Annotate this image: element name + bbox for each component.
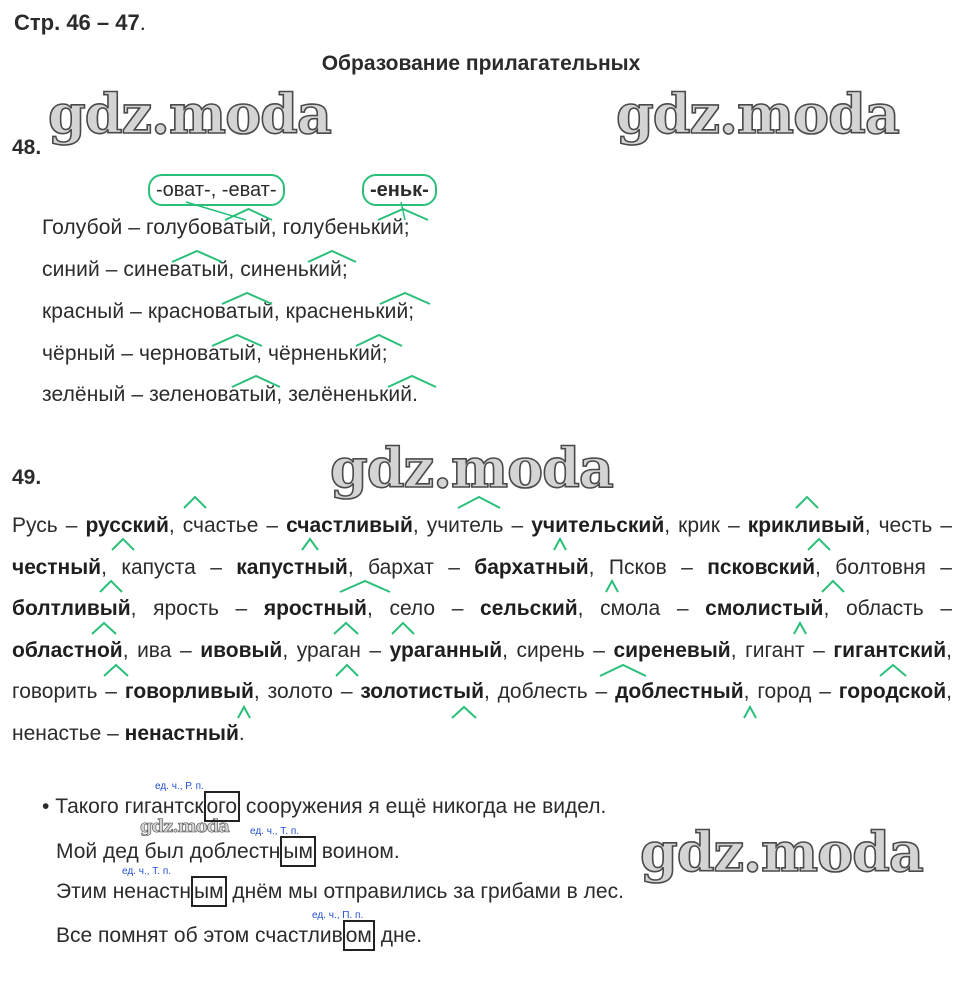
suffix-arc [112, 539, 134, 550]
watermark: gdz.moda [48, 82, 331, 146]
base-word: золото [267, 680, 333, 703]
sentence-text: Мой дед был доблестн [56, 840, 281, 863]
grammar-note: ед. ч., Р. п. [155, 781, 204, 792]
watermark: gdz.moda [140, 816, 229, 837]
suffix-arc [92, 623, 116, 634]
sentence-text: сооружения я ещё никогда не видел. [240, 795, 607, 818]
bubble-connector [401, 202, 405, 220]
grammar-note: ед. ч., П. п. [312, 910, 364, 921]
bubble-connector [186, 202, 246, 220]
derived-adjective: бархатный [474, 555, 589, 579]
derived-adjective: болтливый [12, 597, 131, 620]
base-word: Псков [608, 555, 667, 579]
derived-adjective: сиреневый [613, 638, 731, 662]
suffix-arc [796, 497, 818, 508]
derived-adjective: псковский [707, 555, 816, 579]
ending-box: ого [204, 791, 241, 822]
suffix-bubble-ovat: -оват-, -еват- [148, 174, 285, 206]
sentence-text: днём мы отправились за грибами в лес. [226, 880, 624, 903]
page-range: Стр. 46 – 47 [14, 10, 140, 35]
suffix-arc [302, 539, 318, 550]
ex48-line: синий – синеватый, синенький; [42, 258, 348, 281]
derived-adjective: русский [85, 514, 169, 537]
grammar-note: ед. ч., Т. п. [250, 826, 300, 837]
derived-adjective: областной [12, 638, 123, 662]
suffix-arc [232, 376, 280, 387]
suffix-arc [212, 335, 262, 346]
sentence-text: Все помнят об этом счастлив [56, 924, 343, 947]
suffix-arc [100, 581, 122, 592]
derived-adjective: ненастный [124, 721, 239, 745]
base-word: ива [137, 638, 172, 662]
base-word: сирень [516, 638, 585, 662]
section-title: Образование прилагательных [321, 52, 641, 75]
base-word: город [757, 680, 812, 703]
suffix-arc [744, 707, 756, 718]
derived-adjective: ивовый [200, 638, 283, 662]
derived-adjective: золотистый [360, 680, 484, 703]
ending-box: ым [191, 876, 227, 907]
ex48-line: красный – красноватый, красненький; [42, 300, 415, 323]
suffix-arc [225, 209, 272, 220]
suffix-arc [238, 707, 250, 718]
derived-adjective: смолистый [705, 597, 824, 620]
derived-adjective: говорливый [124, 680, 254, 703]
watermark: gdz.moda [330, 436, 613, 500]
suffix-arc [880, 665, 906, 676]
base-word: область [845, 597, 924, 620]
watermark: gdz.moda [616, 82, 899, 146]
sentence-text: Такого гигантск [55, 795, 204, 818]
sentence-text: Этим ненастн [56, 880, 191, 903]
ex49-paragraph: Русь – русский, счастье – счастливый, учитель – учительский, крик – крикливый, честь – честный, капуста – капустный, бархат – бархатный, Псков – псковский, болтовня – болтливый, ярость – яростный, село – сельский, смола – смолистый, область – областной, ива – ивовый, ураган – ураганный, сирень – сиреневый, гигант – гигантский, говорить – говорливый, золото – золотистый, доблесть – доблестный, город – городской, ненастье – ненастный. [12, 514, 953, 745]
suffix-arc [380, 293, 430, 304]
suffix-arc [452, 707, 476, 718]
sentence-text: дне. [374, 924, 423, 947]
derived-adjective: честный [12, 555, 102, 579]
suffix-arc [554, 539, 566, 550]
suffix-arc [458, 497, 500, 508]
suffix-arc [308, 251, 356, 262]
derived-adjective: капустный [236, 555, 348, 579]
suffix-arc [356, 335, 402, 346]
base-word: ярость [153, 597, 219, 620]
ending-box: ом [343, 920, 375, 951]
suffix-arc [392, 623, 414, 634]
base-word: гигант [745, 638, 805, 662]
ending-box: ым [280, 836, 316, 867]
suffix-arc [334, 623, 358, 634]
base-word: село [389, 597, 436, 620]
suffix-arc [794, 623, 806, 634]
page-range-dot: . [139, 10, 146, 35]
ex48-line: зелёный – зеленоватый, зелёненький. [42, 383, 419, 406]
exercise-49-number: 49. [12, 466, 42, 489]
suffix-arc [172, 251, 222, 262]
base-word: бархат [368, 555, 434, 579]
watermark: gdz.moda [640, 820, 923, 884]
suffix-bubble-enk: -еньк- [362, 174, 437, 206]
derived-adjective: яростный [263, 597, 367, 620]
ex48-line: чёрный – черноватый, чёрненький; [42, 342, 388, 365]
base-word: смола [600, 597, 661, 620]
derived-adjective: счастливый [286, 514, 413, 537]
base-word: крик [678, 514, 720, 537]
suffix-arc [388, 376, 436, 387]
suffix-arc [822, 581, 844, 592]
base-word: учитель [426, 514, 504, 537]
suffix-arc [104, 665, 128, 676]
sentence-text: воином. [315, 840, 400, 863]
ex48-line: Голубой – голубоватый, голубенький; [42, 216, 410, 239]
base-word: ураган [296, 638, 361, 662]
suffix-arc [222, 293, 272, 304]
derived-adjective: городской [838, 680, 947, 703]
derived-adjective: сельский [480, 597, 578, 620]
exercise-48-number: 48. [12, 136, 42, 159]
suffix-arc [606, 581, 618, 592]
base-word: болтовня [835, 555, 926, 579]
base-word: честь [878, 514, 933, 537]
suffix-arc [600, 665, 646, 676]
suffix-arc [808, 539, 830, 550]
derived-adjective: доблестный [615, 680, 744, 703]
bullet: • [42, 795, 56, 818]
base-word: ненастье [12, 721, 102, 745]
derived-adjective: учительский [531, 514, 665, 537]
derived-adjective: крикливый [747, 514, 865, 537]
suffix-arc [336, 665, 358, 676]
derived-adjective: гигантский [833, 638, 947, 662]
base-word: Русь [12, 514, 58, 537]
base-word: доблесть [497, 680, 588, 703]
suffix-arc [340, 581, 390, 592]
suffix-arc [184, 497, 206, 508]
grammar-note: ед. ч., Т. п. [122, 866, 172, 877]
derived-adjective: ураганный [389, 638, 503, 662]
base-word: счастье [182, 514, 259, 537]
base-word: говорить [12, 680, 98, 703]
base-word: капуста [121, 555, 196, 579]
